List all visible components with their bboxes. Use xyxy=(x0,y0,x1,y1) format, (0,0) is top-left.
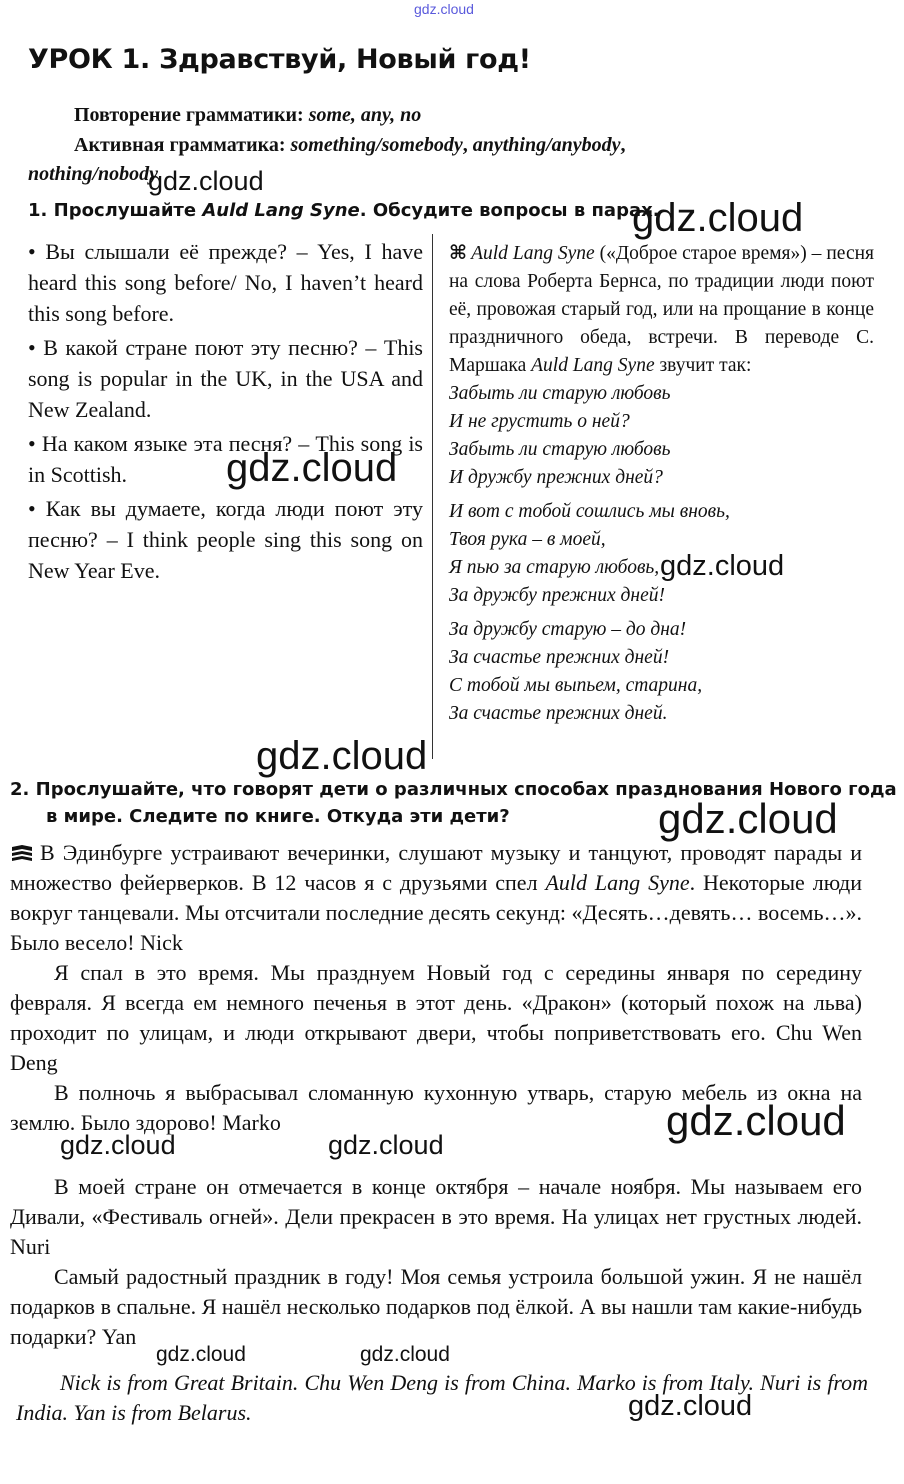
column-divider xyxy=(432,234,433,759)
audio-book-icon xyxy=(10,843,34,863)
poem-line: Я пью за старую любовь, xyxy=(449,557,660,578)
task2-heading-line1: 2. Прослушайте, что говорят дети о различных способах празднования Нового года xyxy=(10,779,897,800)
watermark: gdz.cloud xyxy=(328,1130,444,1160)
info-text: («Доброе старое время») – песня на слова Роберта Бернса, по традиции люди поют её, провожая старый год, или на прощание в конце праздничного обеда, встречи. В переводе С. Маршака xyxy=(449,243,875,376)
poem-line: Твоя рука – в моей, xyxy=(449,529,606,550)
watermark: gdz.cloud xyxy=(666,1097,846,1144)
watermark: gdz.cloud xyxy=(632,196,804,240)
task1-song: Auld Lang Syne xyxy=(202,200,360,221)
poem-stanza-3 xyxy=(449,616,874,728)
task2-stories xyxy=(10,838,862,1352)
story-nick-text-a: В Эдинбурге устраивают вечеринки, слушают музыку и танцуют, проводят парады и множество фейерверков. В 12 часов я с друзьями спел xyxy=(10,840,862,895)
watermark: gdz.cloud xyxy=(148,166,264,196)
grammar-active-item2: anything/anybody xyxy=(472,134,621,156)
info-text-2: звучит так: xyxy=(654,355,752,376)
poem-stanza-1 xyxy=(449,380,874,492)
watermark: gdz.cloud xyxy=(660,550,785,582)
story-nick-song: Auld Lang Syne xyxy=(545,870,690,895)
separator: , xyxy=(620,134,626,156)
grammar-active-line xyxy=(74,131,626,160)
task2-answer: Nick is from Great Britain. Chu Wen Deng is from China. Marko is from Italy. Nuri is from India. Yan is from Belarus. xyxy=(16,1370,868,1425)
watermark: gdz.cloud xyxy=(628,1390,753,1422)
watermark: gdz.cloud xyxy=(156,1343,246,1366)
qa-item: • Как вы думаете, когда люди поют эту песню? – I think people sing this song on New Year Eve. xyxy=(28,496,423,583)
task1-qa-column xyxy=(28,236,423,589)
qa-item: • В какой стране поют эту песню? – This song is popular in the UK, in the USA and New Zealand. xyxy=(28,335,423,422)
task1-number: 1. xyxy=(28,200,48,221)
story-nick xyxy=(10,838,862,958)
grammar-review-items: some, any, no xyxy=(308,104,422,126)
task1-heading xyxy=(28,200,660,221)
watermark: gdz.cloud xyxy=(60,1130,176,1160)
poem-line: За счастье прежних дней. xyxy=(449,703,668,724)
poem-line: За дружбу старую – до дна! xyxy=(449,619,687,640)
info-song: Auld Lang Syne xyxy=(471,243,595,264)
grammar-active-label: Активная грамматика: xyxy=(74,134,286,156)
story-nick-text-b: . Некоторые люди вокруг танцевали. Мы отсчитали последние десять секунд: «Десять…девять… восемь…». Было весело! Nick xyxy=(10,870,862,955)
task1-info-column xyxy=(449,240,874,728)
qa-item: • На каком языке эта песня? – This song is in Scottish. xyxy=(28,431,423,487)
poem-line: Забыть ли старую любовь xyxy=(449,383,671,404)
grammar-review-line xyxy=(74,101,421,130)
poem-line: За дружбу прежних дней! xyxy=(449,585,665,606)
grammar-active-item3: nothing/nobody xyxy=(28,163,159,185)
poem-line: И не грустить о ней? xyxy=(449,411,630,432)
info-paragraph xyxy=(449,240,874,380)
qa-item: • Вы слышали её прежде? – Yes, I have heard this song before/ No, I haven’t heard this song before. xyxy=(28,239,423,326)
poem-line: Забыть ли старую любовь xyxy=(449,439,671,460)
poem-line: И дружбу прежних дней? xyxy=(449,467,663,488)
grammar-active-line-cont xyxy=(28,160,158,189)
watermark: gdz.cloud xyxy=(658,795,838,842)
separator: , xyxy=(462,134,468,156)
poem-line: И вот с тобой сошлись мы вновь, xyxy=(449,501,730,522)
info-song-2: Auld Lang Syne xyxy=(531,355,655,376)
poem-line: С тобой мы выпьем, старина, xyxy=(449,675,703,696)
top-watermark: gdz.cloud xyxy=(414,1,474,17)
story-yan: Самый радостный праздник в году! Моя семья устроила большой ужин. Я не нашёл подарков в спальне. Я нашёл несколько подарков под ёлкой. А вы нашли там какие-нибудь подарки? Yan xyxy=(10,1264,862,1349)
watermark: gdz.cloud xyxy=(360,1343,450,1366)
poem-line: За счастье прежних дней! xyxy=(449,647,670,668)
story-chu-wen-deng: Я спал в это время. Мы празднуем Новый год с середины января по середину февраля. Я всегда ем немного печенья в этот день. «Дракон» (который похож на льва) проходит по улицам, и люди открывают двери, чтобы поприветствовать его. Chu Wen Deng xyxy=(10,960,862,1075)
story-marko: В полночь я выбрасывал сломанную кухонную утварь, старую мебель из окна на землю. Было здорово! Marko xyxy=(10,1080,862,1135)
watermark: gdz.cloud xyxy=(256,734,428,778)
watermark: gdz.cloud xyxy=(226,446,398,490)
task1-text-after: . Обсудите вопросы в парах. xyxy=(359,200,660,221)
lesson-title: УРОК 1. Здравствуй, Новый год! xyxy=(28,44,531,75)
story-nuri: В моей стране он отмечается в конце октября – начале ноября. Мы называем его Дивали, «Фестиваль огней». Дели прекрасен в это время. На улицах нет грустных людей. Nuri xyxy=(10,1174,862,1259)
grammar-active-item1: something/somebody xyxy=(290,134,463,156)
task2-heading-line2: в мире. Следите по книге. Откуда эти дети? xyxy=(46,806,510,827)
task1-text-before: Прослушайте xyxy=(53,200,197,221)
command-icon: ⌘ xyxy=(449,243,468,264)
grammar-review-label: Повторение грамматики: xyxy=(74,104,304,126)
